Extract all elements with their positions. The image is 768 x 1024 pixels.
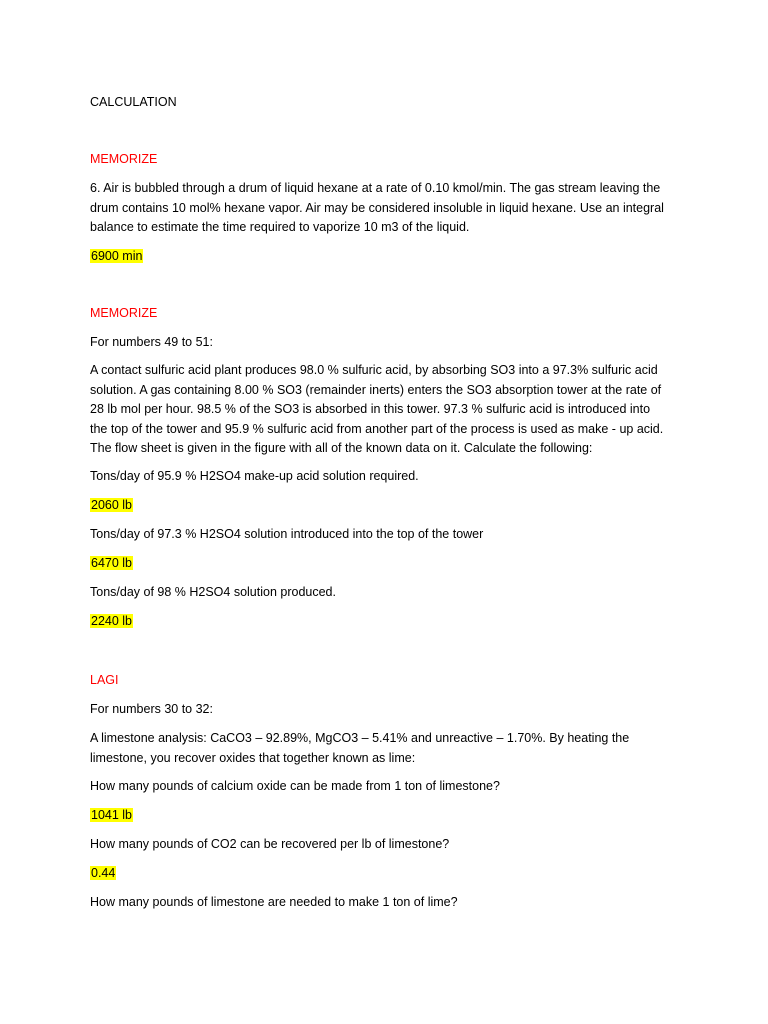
question-line: How many pounds of limestone are needed to make 1 ton of lime? — [90, 895, 458, 909]
question-line: How many pounds of CO2 can be recovered per lb of limestone? — [90, 837, 450, 851]
answer-line — [90, 864, 690, 884]
answer-highlight: 6470 lb — [91, 556, 133, 570]
problem-line: 6. Air is bubbled through a drum of liquid hexane at a rate of 0.10 kmol/min. The gas stream leaving the — [90, 181, 661, 195]
section-tag: MEMORIZE — [90, 306, 158, 320]
problem-line: balance to estimate the time required to vaporize 10 m3 of the liquid. — [90, 220, 470, 234]
problem-text — [90, 729, 680, 768]
problem-line: drum contains 10 mol% hexane vapor. Air may be considered insoluble in liquid hexane. Use an integral — [90, 200, 664, 215]
answer-highlight: 6900 min — [91, 249, 143, 263]
section-tag: MEMORIZE — [90, 152, 158, 166]
answer-line — [90, 554, 690, 574]
section-intro: For numbers 30 to 32: — [90, 702, 213, 716]
question-line: Tons/day of 97.3 % H2SO4 solution introduced into the top of the tower — [90, 527, 484, 541]
question-line: Tons/day of 98 % H2SO4 solution produced. — [90, 585, 336, 599]
question-line: How many pounds of calcium oxide can be made from 1 ton of limestone? — [90, 779, 500, 793]
answer-line — [90, 612, 690, 632]
section-intro: For numbers 49 to 51: — [90, 335, 213, 349]
problem-line: solution. A gas containing 8.00 % SO3 (remainder inerts) enters the SO3 absorption tower at the rate of — [90, 382, 662, 397]
problem-line: limestone, you recover oxides that together known as lime: — [90, 750, 416, 765]
answer-line — [90, 496, 690, 516]
answer-highlight: 2060 lb — [91, 498, 133, 512]
problem-text — [90, 361, 680, 459]
problem-line: A contact sulfuric acid plant produces 98.0 % sulfuric acid, by absorbing SO3 into a 97.3% sulfuric acid — [90, 363, 658, 377]
section-tag: LAGI — [90, 673, 119, 687]
problem-line: The flow sheet is given in the figure with all of the known data on it. Calculate the following: — [90, 441, 593, 455]
problem-line: the top of the tower and 95.9 % sulfuric acid from another part of the process is used as make - up acid. — [90, 421, 664, 436]
answer-line — [90, 247, 690, 267]
answer-highlight: 1041 lb — [91, 808, 133, 822]
problem-line: 28 lb mol per hour. 98.5 % of the SO3 is absorbed in this tower. 97.3 % sulfuric acid is introduced into — [90, 402, 651, 416]
problem-line: A limestone analysis: CaCO3 – 92.89%, MgCO3 – 5.41% and unreactive – 1.70%. By heating the — [90, 731, 630, 745]
problem-text — [90, 179, 680, 238]
page-title: CALCULATION — [90, 95, 177, 109]
question-line: Tons/day of 95.9 % H2SO4 make-up acid solution required. — [90, 469, 419, 483]
answer-highlight: 0.44 — [91, 866, 116, 880]
answer-line — [90, 806, 690, 826]
answer-highlight: 2240 lb — [91, 614, 133, 628]
